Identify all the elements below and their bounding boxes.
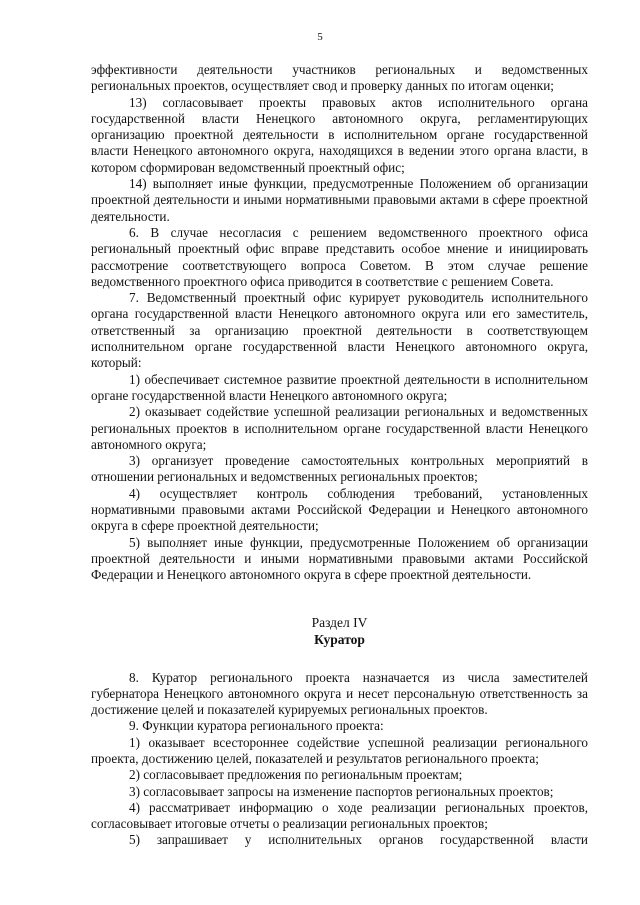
paragraph: 14) выполняет иные функции, предусмотренные Положением об организации проектной деятельности и иными нормативными правовыми актами в сфере проектной деятельности. xyxy=(91,176,588,224)
section-title: Куратор xyxy=(314,631,365,647)
paragraphs-before-section xyxy=(91,62,588,584)
paragraph: 8. Куратор регионального проекта назначается из числа заместителей губернатора Ненецкого автономного округа и несет персональную ответственность за достижение целей и показателей курируемых региональных проектов. xyxy=(91,669,588,718)
section-label: Раздел IV xyxy=(311,614,368,630)
paragraph: 7. Ведомственный проектный офис курирует руководитель исполнительного органа государственной власти Ненецкого автономного округа или его заместитель, ответственный за организацию проектной деятельности в соответствующем исполнительном органе государственной власти Ненецкого автономного округа, который: xyxy=(91,290,588,371)
paragraph: 2) согласовывает предложения по региональным проектам; xyxy=(129,767,463,783)
paragraph: 4) осуществляет контроль соблюдения требований, установленных нормативными правовыми актами Российской Федерации и Ненецкого автономного округа в сфере проектной деятельности; xyxy=(91,485,588,534)
paragraph: 4) рассматривает информацию о ходе реализации региональных проектов, согласовывает итоговые отчеты о реализации региональных проектов; xyxy=(91,799,588,832)
paragraph: 5) запрашивает у исполнительных органов государственной власти xyxy=(129,832,588,848)
paragraph: 3) организует проведение самостоятельных контрольных мероприятий в отношении региональных и ведомственных региональных проектов; xyxy=(91,453,588,485)
paragraph: 9. Функции куратора регионального проекта: xyxy=(129,718,384,734)
page-number: 5 xyxy=(317,31,323,43)
paragraph: 5) выполняет иные функции, предусмотренные Положением об организации проектной деятельности и иными нормативными правовыми актами Российской Федерации и Ненецкого автономного округа в сфере проектной деятельности. xyxy=(91,534,588,583)
paragraph: 2) оказывает содействие успешной реализации региональных и ведомственных региональных проектов в исполнительном органе государственной власти Ненецкого автономного округа; xyxy=(91,404,588,452)
paragraph: 1) оказывает всестороннее содействие успешной реализации регионального проекта, достижению целей, показателей и результатов регионального проекта; xyxy=(91,734,588,766)
paragraphs-after-section xyxy=(91,670,588,849)
paragraph: 3) согласовывает запросы на изменение паспортов региональных проектов; xyxy=(129,783,554,799)
paragraph: эффективности деятельности участников региональных и ведомственных региональных проектов, осуществляет свод и проверку данных по итогам оценки; xyxy=(91,62,588,94)
paragraph: 6. В случае несогласия с решением ведомственного проектного офиса региональный проектный офис вправе представить особое мнение и инициировать рассмотрение соответствующего вопроса Советом. В этом случае решение ведомственного проектного офиса приводится в соответствие с решением Совета. xyxy=(91,224,588,289)
document-body xyxy=(91,62,588,849)
paragraph: 13) согласовывает проекты правовых актов исполнительного органа государственной власти Ненецкого автономного округа, регламентирующих организацию проектной деятельности в исполнительном органе государственной власти Ненецкого автономного округа, находящихся в ведении этого органа власти, в котором сформирован ведомственный проектный офис; xyxy=(91,94,588,175)
paragraph: 1) обеспечивает системное развитие проектной деятельности в исполнительном органе государственной власти Ненецкого автономного округа; xyxy=(91,371,588,403)
